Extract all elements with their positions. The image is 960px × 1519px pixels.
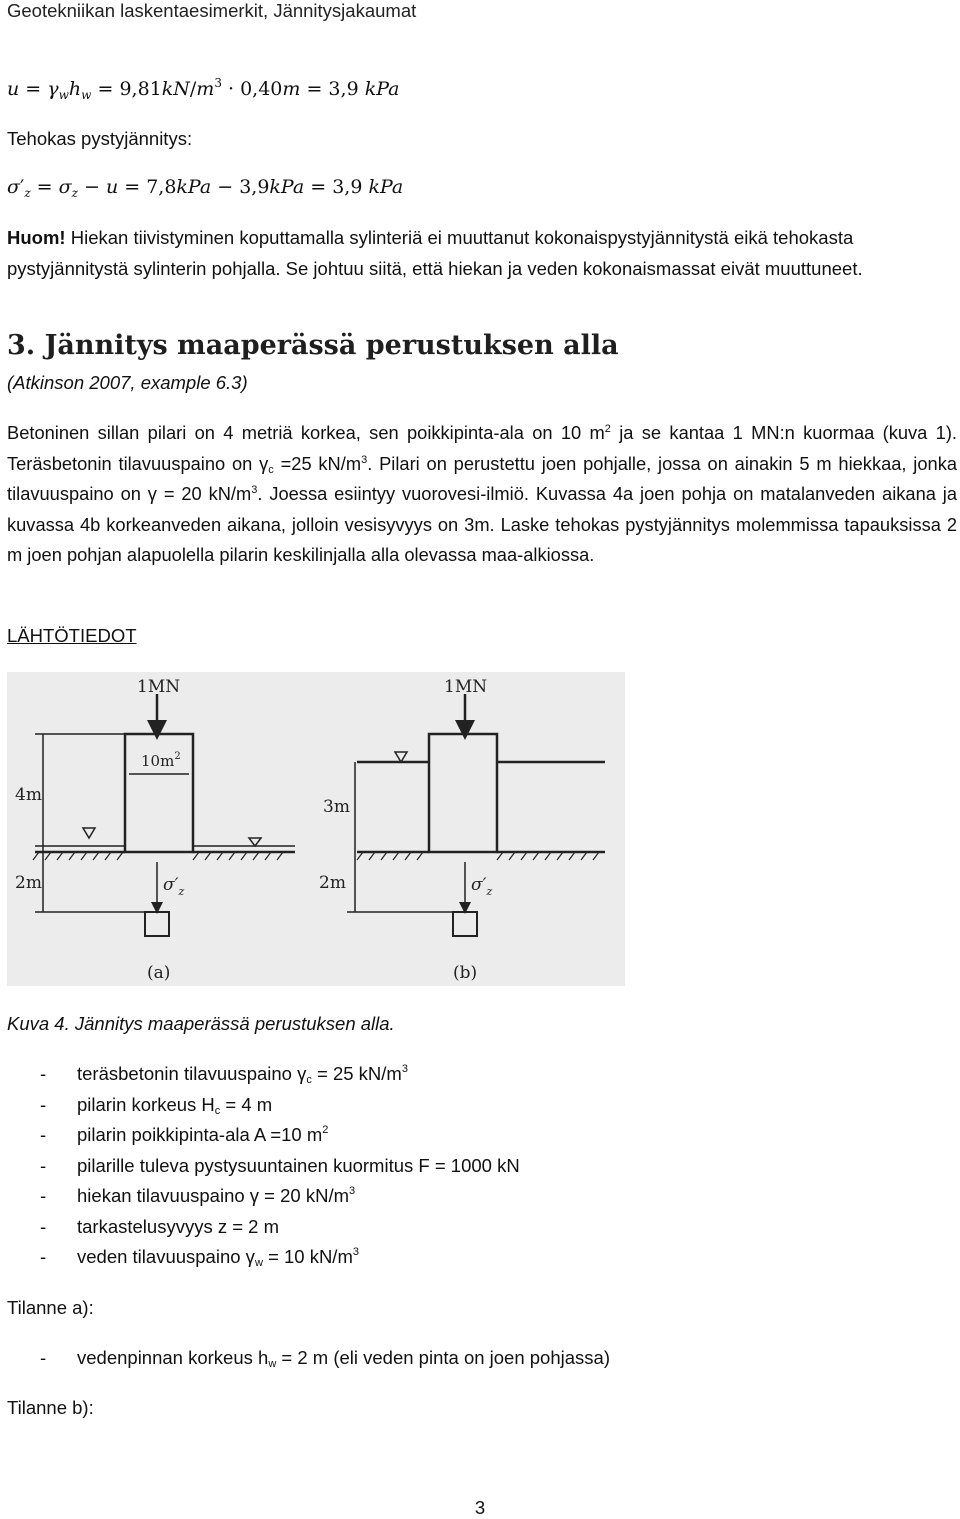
note-line-2: pystyjännitystä sylinterin pohjalla. Se johtuu siitä, että hiekan ja veden kokonaismassat eivät muuttuneet.	[7, 258, 863, 279]
eq1-unit-kpa: kPa	[364, 78, 400, 100]
list-item-text: hiekan tilavuuspaino γ = 20 $kN/m^3$	[77, 1185, 356, 1206]
list-item-text: veden tilavuuspaino $\gamma_w = 10$ $kN/m^3$	[77, 1246, 359, 1269]
effective-stress-equation	[7, 176, 403, 200]
eq2-sigma: σ	[7, 176, 20, 198]
note-line-1	[7, 227, 853, 249]
list-item-text: pilarin poikkipinta-ala A =10 $m^2$	[77, 1124, 329, 1145]
eq2-u: u	[105, 176, 119, 198]
figure-caption: Kuva 4. Jännitys maaperässä perustuksen alla.	[7, 1013, 395, 1034]
list-item-text: tarkastelusyvyys z = 2 m	[77, 1216, 280, 1237]
figure-label-b: (b)	[453, 963, 478, 983]
figure-label-a: (a)	[147, 963, 171, 983]
document-header: Geotekniikan laskentaesimerkit, Jännitysjakaumat	[7, 0, 417, 21]
problem-text-4: . Pilari on perustettu joen pohjalle, jossa on ainakin 5 m hiekkaa, jonka tilavuuspaino on γ = 20 kN/m	[7, 452, 958, 504]
eq1-h: h	[68, 78, 82, 100]
problem-sup-2: 3	[361, 453, 368, 466]
section-source: (Atkinson 2007, example 6.3)	[7, 372, 248, 393]
lahtotiedot-heading: LÄHTÖTIEDOT	[7, 625, 137, 646]
load-label-a: 1MN	[137, 677, 181, 697]
eq1-u: u	[7, 78, 20, 100]
eq1-unit-m2: m	[282, 78, 301, 100]
sigma-label-b: $\sigma'_z$	[471, 875, 493, 898]
foundation-figure	[7, 672, 625, 986]
problem-text-1: Betoninen sillan pilari on 4 metriä korkea, sen poikkipinta-ala on 10 m	[7, 422, 605, 443]
list-dash: -	[40, 1155, 47, 1176]
problem-text-5: . Joessa esiintyy vuorovesi-ilmiö. Kuvassa 4a joen pohja on matalanveden aikana ja kuvassa 4b korkeanveden aikana, jolloin vesisyvyys on 3m. Laske tehokas pystyjännitys molemmissa tapauksissa 2 m joen pohjan alapuolella pilarin keskilinjalla alla olevassa maa-alkiossa.	[7, 483, 958, 565]
eq2-minus: −	[77, 176, 106, 198]
eq2-result: = 3,9	[304, 176, 369, 198]
effective-stress-label: Tehokas pystyjännitys:	[7, 128, 193, 149]
height-4m-label: 4m	[15, 785, 42, 805]
eq1-exp: 3	[214, 76, 222, 90]
eq1-mult: · 0,40	[221, 78, 283, 100]
load-label-b: 1MN	[444, 677, 488, 697]
eq2-z2: z	[71, 186, 78, 200]
eq2-minus2: − 3,9	[211, 176, 270, 198]
list-dash: -	[40, 1124, 47, 1145]
eq1-gamma: γ	[47, 78, 59, 100]
list-item-text: pilarille tuleva pystysuuntainen kuormitus F = 1000 kN	[77, 1155, 520, 1176]
depth-2m-label-a: 2m	[15, 873, 42, 893]
depth-2m-label-b: 2m	[319, 873, 346, 893]
eq2-value: = 7,8	[118, 176, 177, 198]
list-dash: -	[40, 1246, 47, 1267]
eq2-kpa1: kPa	[176, 176, 212, 198]
section-heading: 3. Jännitys maaperässä perustuksen alla	[7, 330, 619, 361]
problem-sub-c: c	[268, 463, 274, 476]
depth-3m-label: 3m	[323, 797, 350, 817]
page-number: 3	[474, 1497, 486, 1518]
sigma-label-a: $\sigma'_z$	[163, 875, 185, 898]
note-text-1: Hiekan tiivistyminen koputtamalla sylinteriä ei muuttanut kokonaispystyjännitystä eikä tehokasta	[65, 227, 854, 248]
eq2-z: z	[24, 186, 31, 200]
eq2-sigma2: σ	[58, 176, 72, 198]
pore-pressure-equation	[7, 76, 399, 102]
eq1-value: = 9,81	[97, 78, 162, 100]
eq2-equals: =	[30, 176, 59, 198]
list-dash: -	[40, 1063, 47, 1084]
eq2-prime: ′	[19, 176, 25, 198]
list-dash: -	[40, 1185, 47, 1206]
list-item-text: teräsbetonin tilavuuspaino $\gamma_c = 25$ $kN/m^3$	[77, 1063, 408, 1086]
problem-text-2: ja se kantaa 1 MN:n kuormaa (kuva 1). Teräsbetonin tilavuuspaino on γ	[7, 422, 957, 474]
case-a-label: Tilanne a):	[7, 1297, 94, 1318]
eq1-w-sub: w	[58, 88, 69, 102]
eq1-unit-m: m	[196, 78, 215, 100]
case-b-label: Tilanne b):	[7, 1397, 94, 1418]
case-a-text: vedenpinnan korkeus $h_w = 2$ m (eli veden pinta on joen pohjassa)	[77, 1347, 610, 1370]
eq1-w-sub2: w	[81, 88, 92, 102]
problem-sup-1: 2	[604, 423, 611, 435]
eq1-result: = 3,9	[300, 78, 365, 100]
foundation-diagram	[7, 672, 625, 986]
eq1-equals: =	[25, 78, 42, 100]
eq2-kpa2: kPa	[269, 176, 305, 198]
problem-text-3: =25 kN/m	[273, 452, 362, 474]
problem-paragraph	[7, 418, 957, 571]
eq2-kpa3: kPa	[368, 176, 404, 198]
list-dash: -	[40, 1347, 47, 1368]
list-item-text: pilarin korkeus $H_c = 4$ m	[77, 1094, 273, 1117]
eq1-slash: /	[189, 78, 197, 100]
note-bold: Huom!	[7, 227, 66, 248]
eq1-unit-kn: kN	[161, 78, 190, 100]
list-dash: -	[40, 1216, 47, 1237]
list-dash: -	[40, 1094, 47, 1115]
area-label: $10m^2$	[141, 751, 181, 770]
problem-sup-3: 3	[251, 484, 258, 496]
